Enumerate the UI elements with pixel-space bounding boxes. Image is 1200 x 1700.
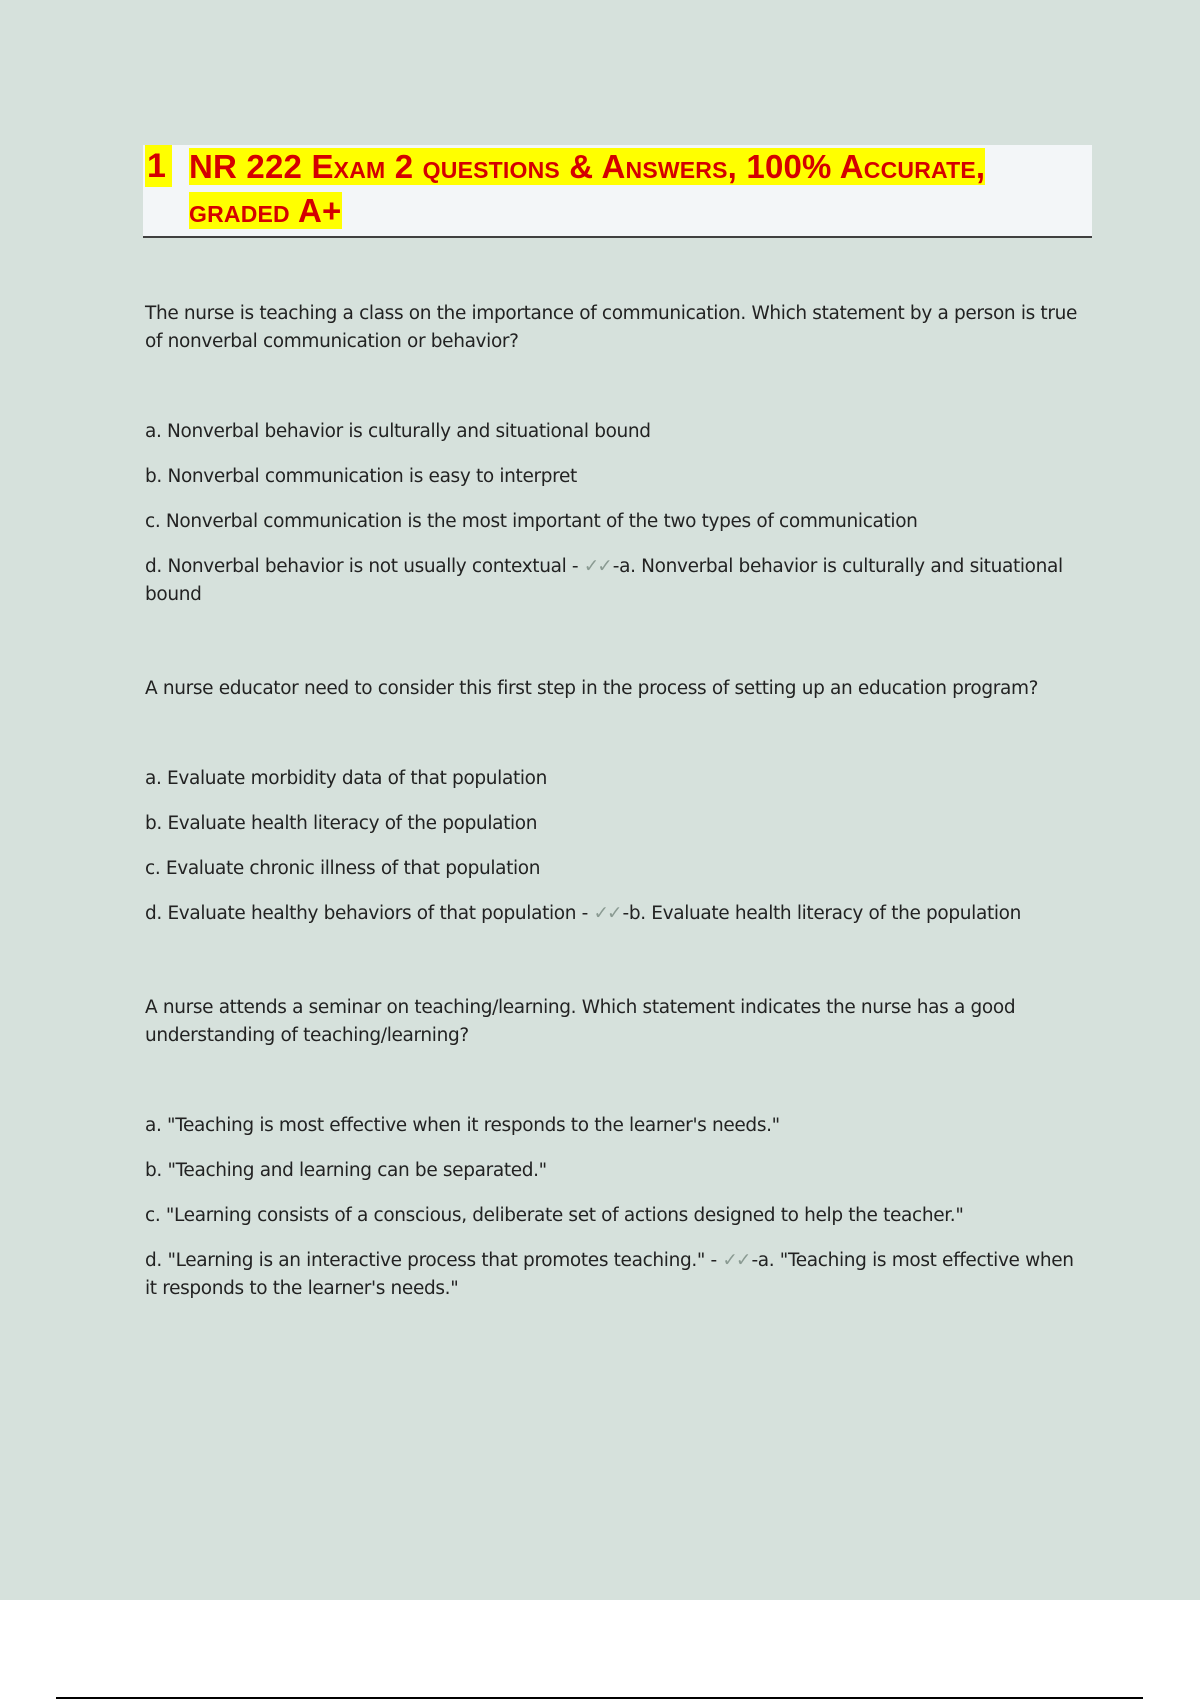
answer-option-with-answer xyxy=(145,1247,1090,1303)
answer-option: c. "Learning consists of a conscious, deliberate set of actions designed to help the teacher." xyxy=(145,1205,964,1226)
answer-option: a. "Teaching is most effective when it responds to the learner's needs." xyxy=(145,1115,780,1136)
answer-option: c. Evaluate chronic illness of that population xyxy=(145,858,541,879)
check-marks-icon: ✓✓ xyxy=(722,1250,750,1271)
answer-option-text: d. Nonverbal behavior is not usually contextual - xyxy=(145,556,579,577)
correct-answer: -a. "Teaching is most effective when it responds to the learner's needs." xyxy=(145,1250,1074,1299)
check-marks-icon: ✓✓ xyxy=(583,556,611,577)
question-block xyxy=(145,994,1090,1303)
correct-answer: -b. Evaluate health literacy of the population xyxy=(622,903,1021,924)
page-title xyxy=(189,145,1069,233)
answer-option: b. "Teaching and learning can be separated." xyxy=(145,1160,547,1181)
answer-option: b. Nonverbal communication is easy to interpret xyxy=(145,466,577,487)
answer-option-text: d. Evaluate healthy behaviors of that population - xyxy=(145,903,588,924)
heading-number: 1 xyxy=(145,145,172,187)
answer-option-with-answer xyxy=(145,553,1090,609)
question-block xyxy=(145,300,1090,609)
answer-option: a. Nonverbal behavior is culturally and situational bound xyxy=(145,421,651,442)
page-title-text: NR 222 Exam 2 questions & Answers, 100% Accurate, graded A+ xyxy=(189,148,986,229)
title-heading-block xyxy=(143,145,1092,238)
question-text: A nurse attends a seminar on teaching/learning. Which statement indicates the nurse has a good understanding of teaching/learning? xyxy=(145,997,1016,1046)
answer-option-with-answer xyxy=(145,900,1090,928)
answer-option-text: d. "Learning is an interactive process that promotes teaching." - xyxy=(145,1250,717,1271)
question-text: A nurse educator need to consider this first step in the process of setting up an education program? xyxy=(145,678,1039,699)
correct-answer: -a. Nonverbal behavior is culturally and situational bound xyxy=(145,556,1063,605)
footer-divider xyxy=(56,1697,1143,1699)
question-text: The nurse is teaching a class on the importance of communication. Which statement by a person is true of nonverbal communication or behavior? xyxy=(145,303,1077,352)
check-marks-icon: ✓✓ xyxy=(593,903,621,924)
answer-option: c. Nonverbal communication is the most important of the two types of communication xyxy=(145,511,918,532)
question-block xyxy=(145,675,1090,928)
answer-option: b. Evaluate health literacy of the population xyxy=(145,813,538,834)
answer-option: a. Evaluate morbidity data of that population xyxy=(145,768,547,789)
question-list xyxy=(145,300,1090,1303)
